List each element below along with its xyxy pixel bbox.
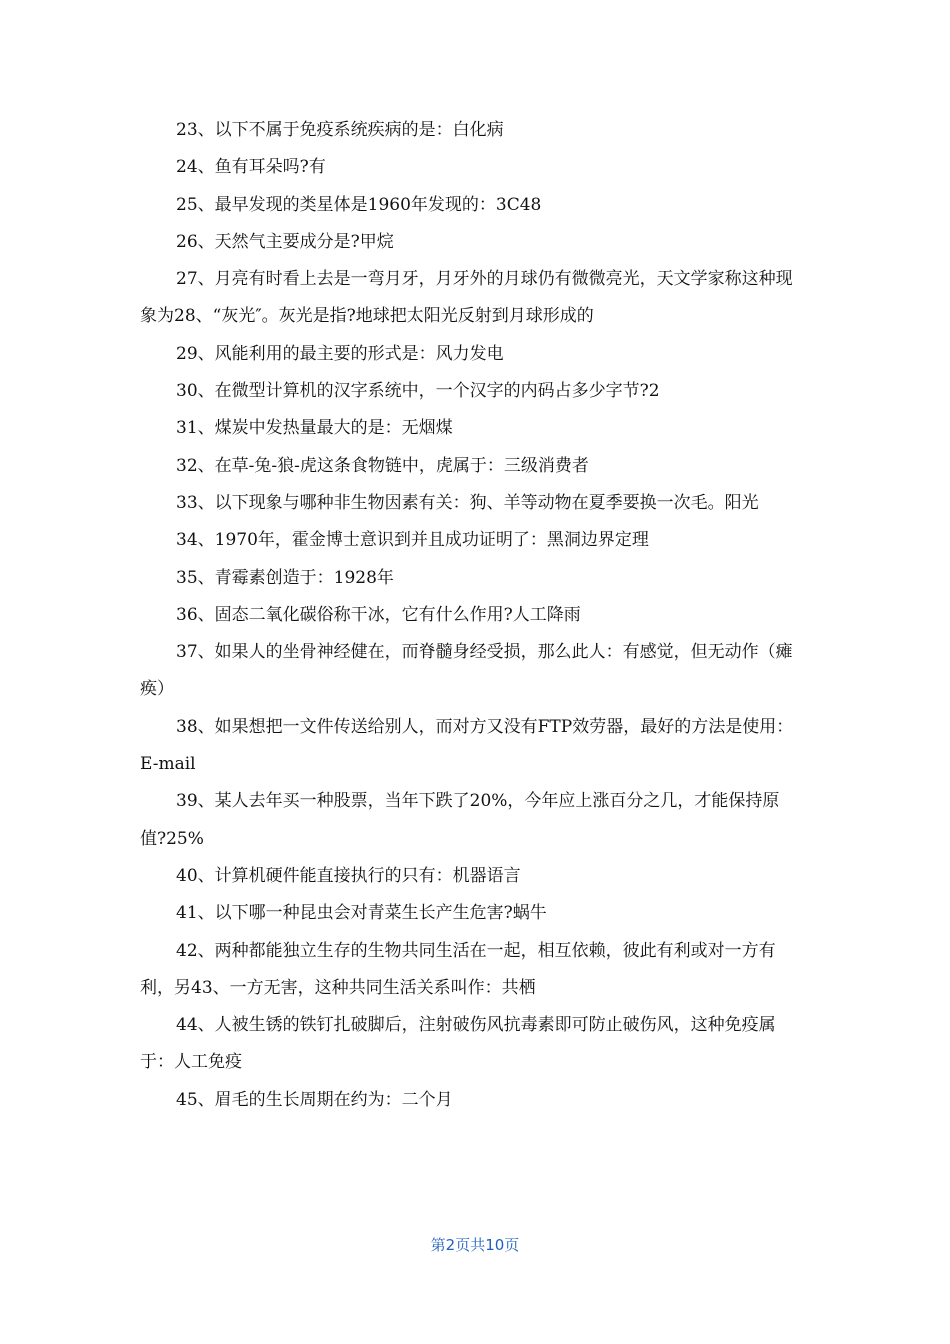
paragraph: 40、计算机硬件能直接执行的只有：机器语言: [176, 865, 521, 886]
paragraph: 42、两种都能独立生存的生物共同生活在一起，相互依赖，彼此有利或对一方有利，另43、一方无害，这种共同生活关系叫作：共栖: [140, 940, 776, 998]
paragraph: 38、如果想把一文件传送给别人，而对方又没有FTP效劳器，最好的方法是使用：E-mail: [140, 716, 794, 775]
paragraph: 25、最早发现的类星体是1960年发现的：3C48: [176, 194, 542, 215]
paragraph: 27、月亮有时看上去是一弯月牙，月牙外的月球仍有微微亮光，天文学家称这种现象为28、“灰光″。灰光是指?地球把太阳光反射到月球形成的: [140, 269, 793, 327]
paragraph: 33、以下现象与哪种非生物因素有关：狗、羊等动物在夏季要换一次毛。阳光: [176, 492, 759, 513]
paragraph: 34、1970年，霍金博士意识到并且成功证明了：黑洞边界定理: [176, 530, 649, 551]
paragraph: 36、固态二氧化碳俗称干冰，它有什么作用?人工降雨: [176, 604, 581, 625]
paragraph: 35、青霉素创造于：1928年: [176, 567, 394, 588]
paragraph: 45、眉毛的生长周期在约为：二个月: [176, 1089, 453, 1110]
paragraph: 39、某人去年买一种股票，当年下跌了20%，今年应上涨百分之几，才能保持原值?25%: [140, 791, 780, 849]
document-body: [140, 112, 800, 1119]
paragraph: 37、如果人的坐骨神经健在，而脊髓身经受损，那么此人：有感觉，但无动作（瘫痪）: [140, 642, 793, 700]
page-number-footer: 第2页共10页: [430, 1236, 520, 1254]
paragraph: 23、以下不属于免疫系统疾病的是：白化病: [176, 120, 504, 140]
paragraph: 24、鱼有耳朵吗?有: [176, 157, 326, 178]
paragraph: 32、在草-兔-狼-虎这条食物链中，虎属于：三级消费者: [176, 455, 589, 476]
paragraph: 29、风能利用的最主要的形式是：风力发电: [176, 343, 504, 364]
paragraph: 31、煤炭中发热量最大的是：无烟煤: [176, 418, 453, 439]
paragraph: 30、在微型计算机的汉字系统中，一个汉字的内码占多少字节?2: [176, 381, 660, 402]
paragraph: 26、天然气主要成分是?甲烷: [176, 231, 394, 252]
paragraph: 41、以下哪一种昆虫会对青菜生长产生危害?蜗牛: [176, 903, 547, 924]
paragraph: 44、人被生锈的铁钉扎破脚后，注射破伤风抗毒素即可防止破伤风，这种免疫属于：人工免疫: [140, 1015, 776, 1073]
